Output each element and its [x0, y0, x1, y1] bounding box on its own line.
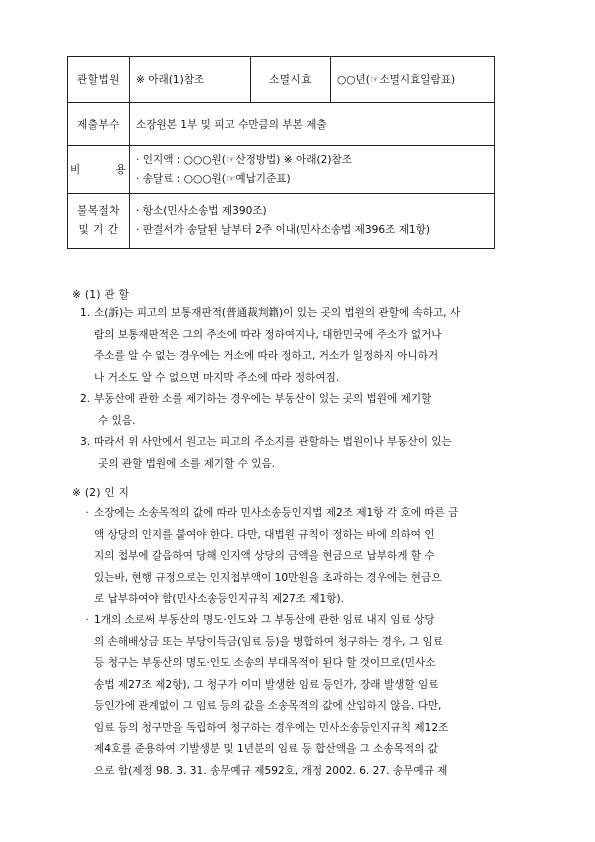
- value-jurisdiction: ※ 아래(1)참조: [130, 57, 251, 103]
- value-copies: 소장원본 1부 및 피고 수만큼의 부본 제출: [130, 103, 495, 146]
- jurisdiction-item-3: 3. 따라서 위 사안에서 원고는 피고의 주소지를 관할하는 법원이나 부동산이 있는 곳의 관할 법원에 소를 제기할 수 있음.: [80, 436, 452, 470]
- stamp-item-2: · 1개의 소로써 부동산의 명도·인도와 그 부동산에 관한 임료 내지 임료 상당 의 손해배상금 또는 부당이득금(임료 등)을 병합하여 청구하는 경우, 그 임료 등 청구는 부동산의 명도·인도 소송의 부대목적이 된다 할 것이므로(민사소 송법 제27조 제2항), 그 청구가 이미 발생한 임료 등인가, 장래 발생할 임료 등인가에 관계없이 그 임료 등의 값을 소송목적의 값에 산입하지 않음. 다만, 임료 등의 청구만을 독립하여 청구하는 경우에는 민사소송등인지규칙 제12조 제4호를 준용하여 기발생분 및 1년분의 임료 등 합산액을 그 소송목적의 값 으로 함(제정 98. 3. 31. 송무예규 제592호, 개정 2002. 6. 27. 송무예규 제: [85, 614, 449, 777]
- appeal-method-line: · 항소(민사소송법 제390조): [136, 205, 267, 217]
- table-row-jurisdiction: [68, 57, 495, 103]
- value-appeal: [130, 194, 495, 249]
- label-appeal: 불복절차 및 기 간: [68, 194, 130, 249]
- jurisdiction-item-2: 2. 부동산에 관한 소를 제기하는 경우에는 부동산이 있는 곳의 법원에 제기할 수 있음.: [80, 393, 432, 427]
- cost-delivery-line: · 송달료 : ○○○원(☞예납기준표): [136, 172, 291, 185]
- value-costs: [130, 146, 495, 194]
- appeal-period-line: · 판결서가 송달된 날부터 2주 이내(민사소송법 제396조 제1항): [136, 224, 431, 236]
- value-prescription: ○○년(☞소멸시효일람표): [331, 57, 495, 103]
- table-row-appeal: [68, 194, 495, 249]
- label-costs: 비 용: [68, 146, 130, 194]
- stamp-item-1: · 소장에는 소송목적의 값에 따라 민사소송등인지법 제2조 제1항 각 호에 따른 금 액 상당의 인지를 붙여야 한다. 다만, 대법원 규칙이 정하는 바에 의하여 인 지의 첩부에 갈음하여 당해 인지액 상당의 금액을 현금으로 납부하게 할 수 있는바, 현행 규정으로는 인지첩부액이 10만원을 초과하는 경우에는 현금으 로 납부하여야 함(민사소송등인지규칙 제27조 제1항).: [85, 507, 459, 605]
- section-stamp-title: ※ (2) 인 지: [72, 487, 130, 499]
- label-jurisdiction: 관할법원: [68, 57, 130, 103]
- table-row-costs: [68, 146, 495, 194]
- label-copies: 제출부수: [68, 103, 130, 146]
- label-prescription: 소멸시효: [251, 57, 331, 103]
- table-row-copies: [68, 103, 495, 146]
- jurisdiction-item-1: 1. 소(訴)는 피고의 보통재판적(普通裁判籍)이 있는 곳의 법원의 관할에 속하고, 사 람의 보통재판적은 그의 주소에 따라 정하여지나, 대한민국에 주소가 없거나 주소를 알 수 없는 경우에는 거소에 따라 정하고, 거소가 일정하지 아니하거 나 거소도 알 수 없으면 마지막 주소에 따라 정하여짐.: [80, 307, 461, 384]
- case-info-table: [67, 56, 495, 249]
- cost-stamp-line: · 인지액 : ○○○원(☞산정방법) ※ 아래(2)참조: [136, 153, 352, 166]
- section-jurisdiction-title: ※ (1) 관 할: [72, 289, 130, 301]
